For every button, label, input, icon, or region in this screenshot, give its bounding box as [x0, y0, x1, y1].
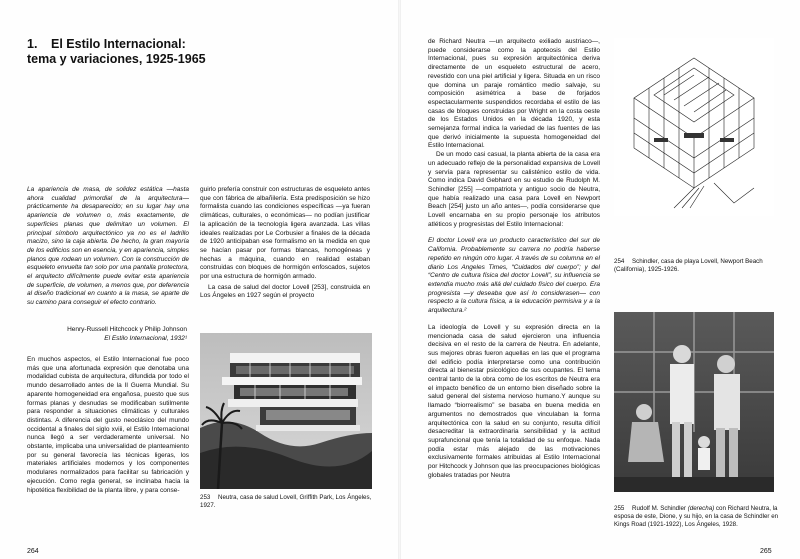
right-body-column	[428, 38, 600, 480]
left-body-column-1	[27, 356, 189, 495]
caption-italic: (derecha)	[687, 505, 715, 512]
figure-255-photo	[614, 312, 774, 492]
caption-text: Neutra, casa de salud Lovell, Griffith Park, Los Ángeles, 1927.	[200, 494, 372, 509]
page-number-left: 264	[27, 548, 39, 555]
figure-255-caption	[614, 505, 784, 529]
left-body-column-2	[200, 186, 370, 301]
body-paragraph: La ideología de Lovell y su expresión directa en la mencionada casa de salud ejercieron una influencia decisiva en el resto de la carrera de Neutra. En adelante, sus mejores obras fueron aquellas en las que el programa del edificio podía interpretarse como una contribución directa al bienestar psicológico de sus ocupantes. El tema central tanto de la obra como de los escritos de Neutra era el impacto benéfico de un entorno bien diseñado sobre la salud general del sistema nervioso humano.Y aunque su llamado “biorrealismo” se basaba en buena medida en argumentos no demostrados que vinculaban la forma arquitectónica con la salud en su conjunto, resulta difícil desacreditar la extraordinaria sensibilidad y la actitud suprafuncional que tenía la totalidad de su enfoque. Nada podía estar más alejado de las motivaciones exclusivamente formales atribuidas al Estilo Internacional por Hitchcock y Johnson que las preocupaciones biológicas globales tratadas por Neutra	[428, 323, 600, 479]
epigraph-text: La apariencia de masa, de solidez estática —hasta ahora cualidad primordial de la arquitectura— prácticamente ha desaparecido; en su lugar hay una apariencia de volumen o, más exactamente, de superficies planas que delimitan un volumen. El principal símbolo arquitectónico ya no es el ladrillo macizo, sino la caja abierta. De hecho, la gran mayoría de los edificios son en esencia, y en apariencia, simples planos que rodean un volumen. Con la construcción de esqueleto envuelta tan solo por una pantalla protectora, el arquitecto difícilmente puede evitar esta apariencia de superficie, de volumen, a menos que, por deferencia al diseño tradicional en cuanto a la masa, se aparte de su camino para conseguir el efecto contrario.	[27, 186, 189, 307]
figure-number: 254	[614, 258, 625, 265]
figure-number: 253	[200, 494, 211, 501]
body-paragraph: De un modo casi casual, la planta abierta de la casa era un adecuado reflejo de la personalidad expansiva de Lovell y servía para representar su calisténico estilo de vida. Como indica David Gebhard en su estudio de Rudolph M. Schindler [255] —compatriota y antiguo socio de Neutra, que había realizado una casa para Lovell en Newport Beach [254] justo un año antes—, podía considerarse que Lovell encarnaba en su propio personaje los atributos atléticos y progresistas del Estilo Internacional:	[428, 151, 600, 228]
caption-text: Schindler, casa de playa Lovell, Newport Beach (California), 1925-1926.	[614, 258, 763, 273]
epigraph-author: Henry-Russell Hitchcock y Philip Johnson	[67, 326, 187, 333]
figure-253-photo	[200, 333, 372, 489]
page-number-right: 265	[760, 548, 772, 555]
epigraph-attribution	[27, 326, 187, 343]
figure-254-drawing	[614, 38, 774, 216]
lovell-health-house-image	[200, 333, 372, 489]
body-paragraph: En muchos aspectos, el Estilo Internacional fue poco más que una afortunada expresión que denotaba una modalidad cubista de arquitectura, difundida por todo el mundo desarrollado antes de la II Guerra Mundial. Su aparente homogeneidad era engañosa, puesto que sus formas planas y desnudas se modificaban sutilmente para responder a situaciones climáticas y culturales distintas. A diferencia del gusto neoclásico del mundo occidental a finales del siglo xviii, el Estilo Internacional nunca llegó a ser verdaderamente universal. No obstante, implicaba una universalidad de planteamiento por su general favorecía las técnicas ligeras, los materiales artificiales modernos y los componentes modulares normalizados para facilitar su fabricación y ejecución. Como regla general, se inclinaba hacia la hipotética flexibilidad de la planta libre, y para conse-	[27, 356, 189, 494]
beach-house-axonometric	[614, 38, 774, 216]
chapter-title-line2: tema y variaciones, 1925-1965	[27, 52, 206, 66]
block-quote: El doctor Lovell era un producto característico del sur de California. Probablemente su carrera no podría haberse repetido en ningún otro lugar. A través de su columna en el diario Los Angeles Times, “Cuidados del cuerpo”; y del “Centro de cultura física del doctor Lovell”, su influencia se extendía mucho más allá del cuidado físico del cuerpo. Era progresista —y deseaba que así lo considerasen— con respecto a la cultura física, a la educación permisiva y a la arquitectura.²	[428, 237, 600, 315]
figure-254-caption	[614, 258, 784, 274]
chapter-number: 1.	[27, 37, 38, 51]
caption-text: con Richard Neutra, la esposa de este, Dione, y su hijo, en la casa de Schindler en Kings Road (1921-1922), Los Ángeles, 1928.	[614, 505, 779, 528]
figure-number: 255	[614, 505, 625, 512]
body-paragraph: de Richard Neutra —un arquitecto exiliado austriaco—, puede considerarse como la apoteosis del Estilo Internacional, pues su expresión arquitectónica deriva directamente de un esqueleto estructural de acero, revestido con una piel artificial y ligera. Situada en un risco que domina un paraje romántico medio salvaje, su composición asimétrica a base de forjados espectacularmente suspendidos recordaba el estilo de las casas de bloques construidas por Wright en la costa oeste de los Estados Unidos en la década 1920, y esta semejanza formal indica la variedad de las fuentes de las que derivó inicialmente la supuesta homogeneidad del Estilo Internacional.	[428, 38, 600, 150]
book-gutter	[398, 0, 401, 559]
epigraph-source: El Estilo Internacional, 1932¹	[104, 334, 187, 342]
chapter-title-line1: El Estilo Internacional:	[51, 37, 186, 51]
body-paragraph: guirlo prefería construir con estructuras de esqueleto antes que con fábrica de albañilería. Esta predisposición se hizo formalista cuando las condiciones específicas —ya fueran climáticas, culturales, o económicas— no podían justificar la aplicación de la tecnología ligera avanzada. Las villas ideales realizadas por Le Corbusier a finales de la década de 1920 anticipaban ese formalismo en la medida en que se hacían pasar por formas blancas, homogéneas y hechas a máquina, cuando en realidad estaban construidas con bloques de hormigón enfoscados, sujetos por una estructura de hormigón armado.	[200, 186, 370, 281]
chapter-title	[27, 37, 247, 67]
caption-text: Rudolf M. Schindler	[632, 505, 688, 512]
schindler-neutra-group-image	[614, 312, 774, 492]
figure-253-caption	[200, 494, 372, 510]
body-paragraph: La casa de salud del doctor Lovell [253], construida en Los Ángeles en 1927 según el proyecto	[200, 283, 370, 300]
